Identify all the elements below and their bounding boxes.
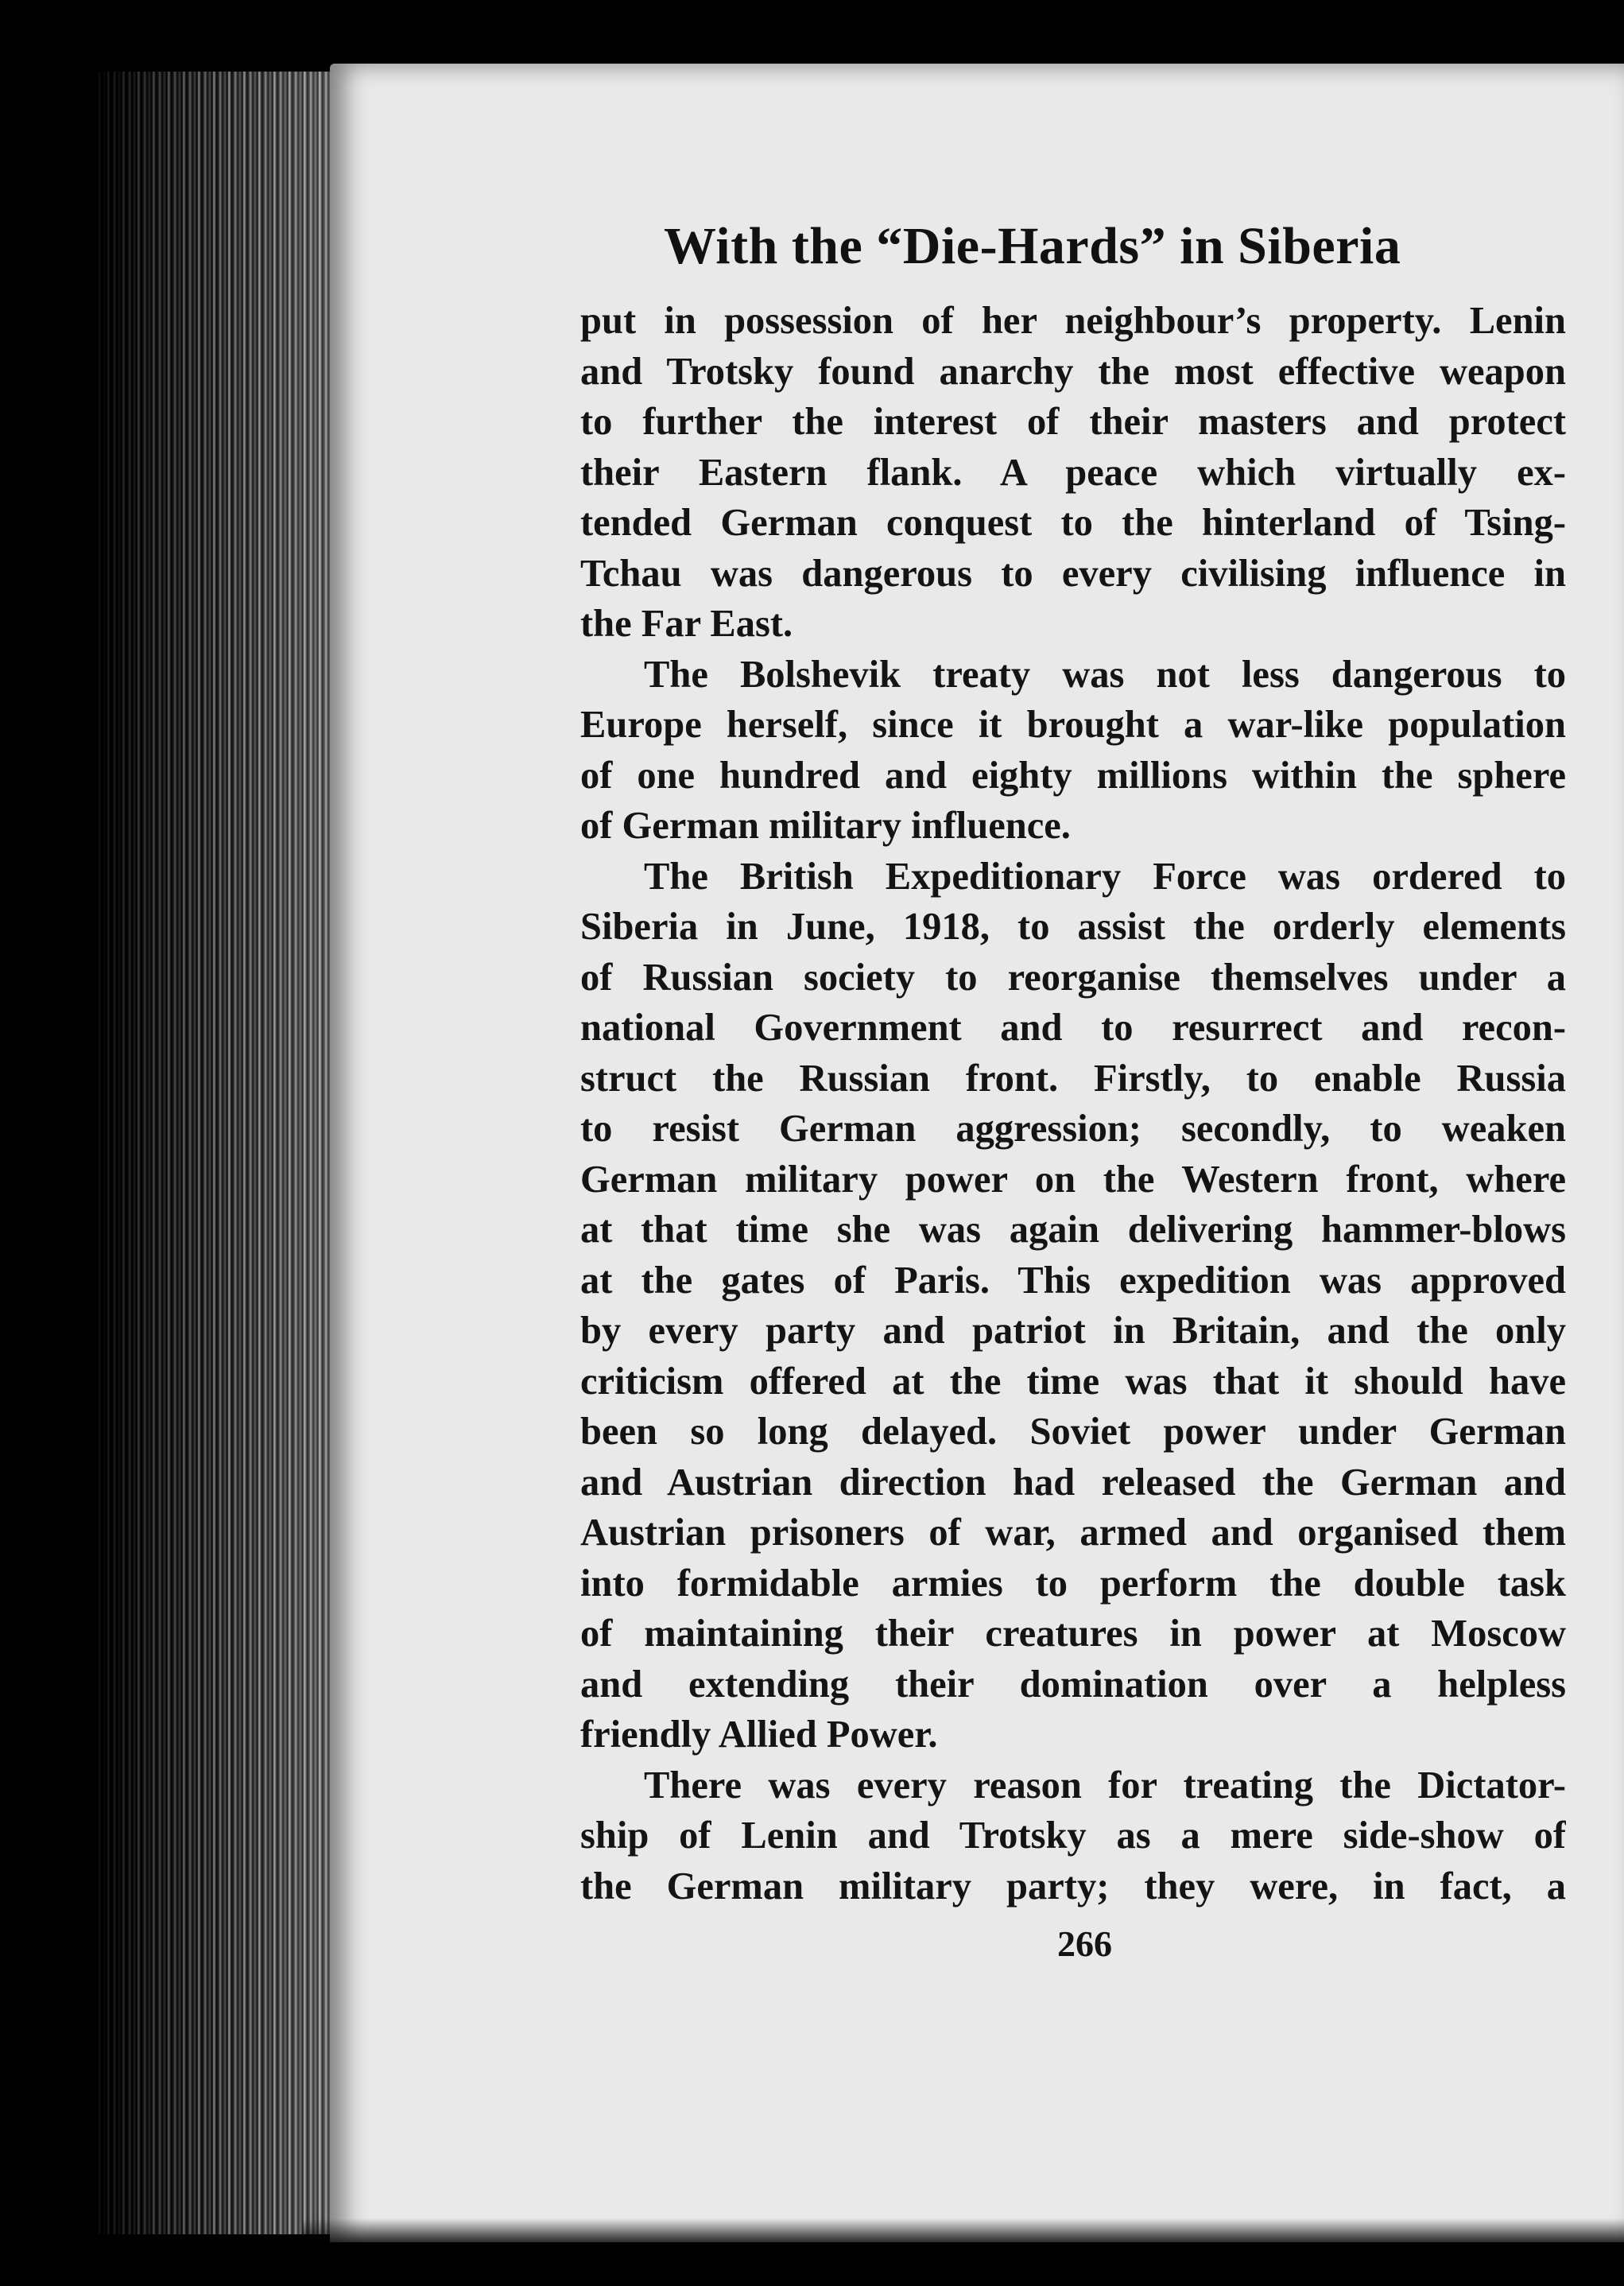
text-line: struct the Russian front. Firstly, to enable Russia — [580, 1057, 1566, 1100]
paragraph — [580, 852, 1566, 1760]
text-line: by every party and patriot in Britain, and the only — [580, 1310, 1566, 1352]
text-line: and extending their domination over a helpless — [580, 1663, 1566, 1706]
page-number: 266 — [1057, 1923, 1112, 1964]
text-line: of maintaining their creatures in power at Moscow — [580, 1613, 1566, 1655]
text-line: The British Expeditionary Force was ordered to — [644, 855, 1566, 898]
body-text — [580, 296, 1566, 1911]
text-line: There was every reason for treating the Dictator- — [644, 1764, 1566, 1807]
text-line: at the gates of Paris. This expedition was approved — [580, 1259, 1566, 1302]
paragraph — [580, 296, 1566, 650]
text-line: of Russian society to reorganise themselves under a — [580, 956, 1566, 999]
text-line: of one hundred and eighty millions within the sphere — [580, 754, 1566, 797]
text-line: of German military influence. — [580, 805, 1071, 847]
text-line: been so long delayed. Soviet power under German — [580, 1411, 1566, 1453]
text-line: national Government and to resurrect and recon- — [580, 1007, 1566, 1049]
text-line: at that time she was again delivering hammer-blows — [580, 1209, 1566, 1251]
text-line: criticism offered at the time was that it should have — [580, 1360, 1566, 1403]
text-line: tended German conquest to the hinterland of Tsing- — [580, 502, 1566, 544]
text-line: and Trotsky found anarchy the most effective weapon — [580, 350, 1566, 393]
text-line: German military power on the Western front, where — [580, 1158, 1566, 1201]
text-line: The Bolshevik treaty was not less dangerous to — [644, 653, 1566, 696]
text-line: the Far East. — [580, 603, 793, 645]
text-line: into formidable armies to perform the double task — [580, 1562, 1566, 1605]
page-edges — [95, 72, 334, 2234]
text-line: friendly Allied Power. — [580, 1714, 938, 1756]
text-line: Siberia in June, 1918, to assist the orderly elements — [580, 906, 1566, 948]
text-line: and Austrian direction had released the German and — [580, 1461, 1566, 1504]
page-bottom-shadow — [302, 2218, 1624, 2250]
running-head: With the “Die-Hards” in Siberia — [664, 217, 1401, 275]
text-line: Tchau was dangerous to every civilising influence in — [580, 552, 1566, 595]
paragraph — [580, 1760, 1566, 1912]
text-line: the German military party; they were, in fact, a — [580, 1865, 1566, 1908]
paragraph — [580, 650, 1566, 852]
text-line: put in possession of her neighbour’s property. Lenin — [580, 300, 1566, 342]
text-line: Austrian prisoners of war, armed and organised them — [580, 1512, 1566, 1554]
text-line: to resist German aggression; secondly, to weaken — [580, 1108, 1566, 1150]
text-line: their Eastern flank. A peace which virtually ex- — [580, 451, 1566, 494]
text-line: ship of Lenin and Trotsky as a mere side-show of — [580, 1814, 1566, 1857]
text-line: Europe herself, since it brought a war-like population — [580, 704, 1566, 746]
text-line: to further the interest of their masters and protect — [580, 401, 1566, 443]
